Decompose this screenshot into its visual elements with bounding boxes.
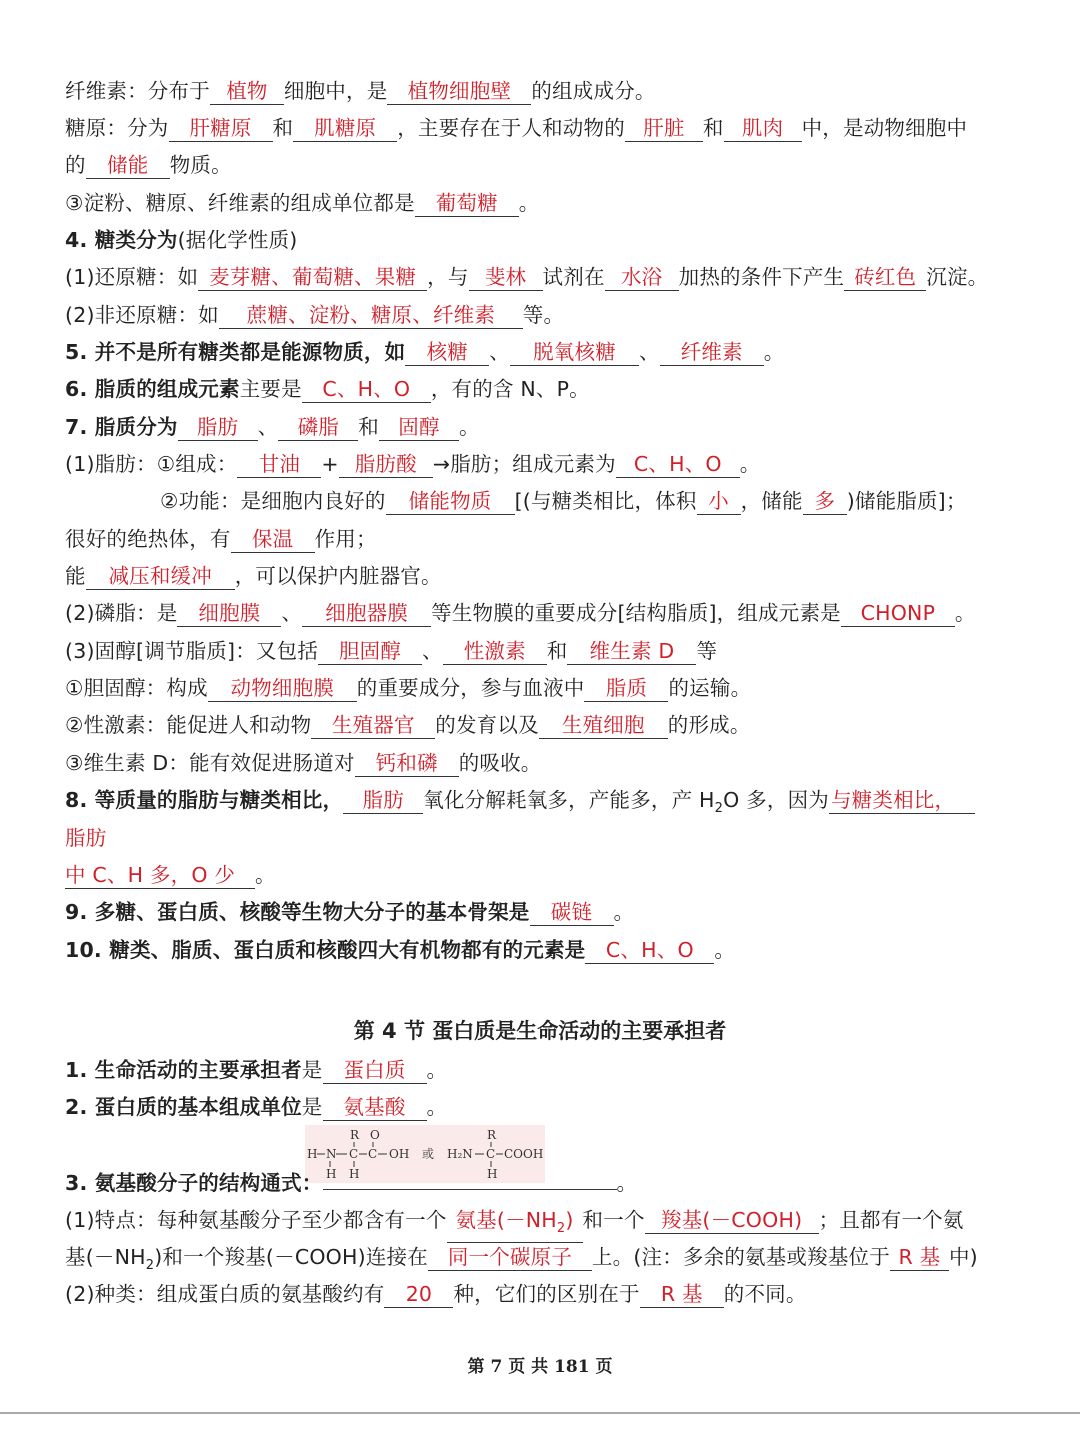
formula-r2: R xyxy=(487,1128,497,1142)
answer-blank: 多 xyxy=(803,488,847,515)
line-cholesterol: ①胆固醇：构成 动物细胞膜 的重要成分，参与血液中 脂质 的运输。 xyxy=(65,676,752,700)
answer-blank: 砖红色 xyxy=(844,264,926,291)
line-sex-hormone: ②性激素：能促进人和动物 生殖器官 的发育以及 生殖细胞 的形成。 xyxy=(65,713,751,737)
line-heading-8-end: 中 C、H 多，O 少 。 xyxy=(65,863,276,887)
answer-blank: R 基 xyxy=(890,1244,949,1271)
line-features-cont: 基$(-NH_2)$和一个羧基(－COOH)连接在 同一个碳原子 上。(注：多余的氨基或羧基位于 R 基 中) xyxy=(65,1245,978,1274)
answer-blank: 氨基$(-NH_2)$ xyxy=(447,1207,583,1243)
answer-blank: 斐林 xyxy=(469,264,543,291)
answer-blank: 生殖器官 xyxy=(311,712,435,739)
answer-blank: 蛋白质 xyxy=(323,1057,427,1084)
answer-blank: 脂肪 xyxy=(343,787,423,814)
answer-blank: 氨基酸 xyxy=(323,1094,427,1121)
answer-blank: 磷脂 xyxy=(278,414,358,441)
page-footer: 第 7 页 共 181 页 xyxy=(467,1357,613,1377)
line-heading-8: 8. 等质量的脂肪与糖类相比， 脂肪 氧化分解耗氧多，产能多，产 $H_2O$ 多，因为与糖类相比， xyxy=(65,785,975,824)
line-heading-8-cont xyxy=(65,823,106,853)
answer-blank: 甘油 xyxy=(237,451,321,478)
line-heading-7: 7. 脂质分为 脂肪 、 磷脂 和 固醇 。 xyxy=(65,415,480,439)
line-storage: 的 储能 物质。 xyxy=(65,153,232,177)
answer-text: 脂肪 xyxy=(65,826,107,850)
line-nonreducing-sugar: (2)非还原糖：如 蔗糖、淀粉、糖原、纤维素 等。 xyxy=(65,303,565,327)
answer-blank: 羧基(－COOH) xyxy=(645,1207,819,1234)
answer-blank: 与糖类相比， xyxy=(829,787,975,814)
formula-oh: OH xyxy=(389,1147,410,1161)
formula-h2: H xyxy=(326,1167,337,1181)
line-heading-10: 10. 糖类、脂质、蛋白质和核酸四大有机物都有的元素是 C、H、O 。 xyxy=(65,938,736,962)
answer-blank: 性激素 xyxy=(443,638,547,665)
line-heading-6: 6. 脂质的组成元素主要是 C、H、O ，有的含 N、P。 xyxy=(65,377,590,401)
answer-blank: 植物细胞壁 xyxy=(387,78,531,105)
answer-blank: 碳链 xyxy=(530,899,614,926)
answer-blank: 维生素 D xyxy=(567,638,696,665)
line-sterol: (3)固醇[调节脂质]：又包括 胆固醇 、 性激素 和 维生素 D 等 xyxy=(65,639,718,663)
answer-blank: 水浴 xyxy=(605,264,679,291)
answer-blank: 中 C、H 多，O 少 xyxy=(65,862,255,889)
answer-blank: 脂肪酸 xyxy=(339,451,433,478)
answer-blank: 生殖细胞 xyxy=(539,712,668,739)
answer-blank: 葡萄糖 xyxy=(415,190,519,217)
answer-blank: R 基 xyxy=(640,1281,724,1308)
line-types: (2)种类：组成蛋白质的氨基酸约有 20 种，它们的区别在于 R 基 的不同。 xyxy=(65,1282,807,1306)
formula-c: C xyxy=(349,1147,359,1161)
line-fat-composition: (1)脂肪：①组成： 甘油 + 脂肪酸 →脂肪；组成元素为 C、H、O 。 xyxy=(65,452,761,476)
answer-blank: 肝糖原 xyxy=(169,115,273,142)
answer-blank: 植物 xyxy=(210,78,284,105)
line-features: (1)特点：每种氨基酸分子至少都含有一个 氨基$(-NH_2)$ 和一个 羧基(－COOH) ；且都有一个氨 xyxy=(65,1205,964,1243)
formula-h3: H xyxy=(349,1167,360,1181)
answer-blank: 肌糖原 xyxy=(293,115,397,142)
answer-blank: 小 xyxy=(697,488,741,515)
answer-blank: 细胞膜 xyxy=(177,600,281,627)
answer-blank: C、H、O xyxy=(302,376,431,403)
answer-blank: 肝脏 xyxy=(625,115,703,142)
answer-blank: 动物细胞膜 xyxy=(208,675,357,702)
answer-blank: 钙和磷 xyxy=(355,750,459,777)
footer-divider xyxy=(0,1412,1080,1414)
answer-blank: 脂质 xyxy=(584,675,668,702)
formula-h4: H xyxy=(487,1167,498,1181)
answer-blank: CHONP xyxy=(841,600,955,627)
answer-blank: 肌肉 xyxy=(724,115,802,142)
answer-blank: 储能物质 xyxy=(386,488,515,515)
formula-n: N xyxy=(326,1147,337,1161)
line-heading-4: 4. 糖类分为(据化学性质) xyxy=(65,228,298,252)
answer-blank: C、H、O xyxy=(585,937,714,964)
answer-blank: 保温 xyxy=(231,526,315,553)
line-phospholipid: (2)磷脂：是 细胞膜 、 细胞器膜 等生物膜的重要成分[结构脂质]，组成元素是 CHONP 。 xyxy=(65,601,976,625)
line-insulation: 很好的绝热体，有 保温 作用； xyxy=(65,527,377,551)
answer-blank: 核糖 xyxy=(405,339,489,366)
answer-blank: 蔗糖、淀粉、糖原、纤维素 xyxy=(219,302,523,329)
answer-blank: 固醇 xyxy=(379,414,459,441)
formula-h2n: H₂N xyxy=(447,1147,473,1161)
formula-h: H xyxy=(307,1147,318,1161)
answer-blank: 脱氧核糖 xyxy=(510,339,639,366)
line-cellulose: 纤维素：分布于 植物 细胞中，是 植物细胞壁 的组成成分。 xyxy=(65,79,656,103)
formula-cooh: COOH xyxy=(504,1147,544,1161)
answer-blank-empty xyxy=(323,1189,617,1190)
answer-blank: 细胞器膜 xyxy=(302,600,431,627)
answer-blank: 20 xyxy=(384,1281,453,1308)
formula-c3: C xyxy=(486,1147,496,1161)
answer-blank: 储能 xyxy=(86,152,170,179)
formula-o: O xyxy=(370,1128,380,1142)
line-vitamin-d: ③维生素 D：能有效促进肠道对 钙和磷 的吸收。 xyxy=(65,751,542,775)
answer-blank: 纤维素 xyxy=(660,339,764,366)
line-protein-2: 2. 蛋白质的基本组成单位是 氨基酸 。 xyxy=(65,1095,448,1119)
line-heading-5: 5. 并不是所有糖类都是能源物质，如 核糖 、 脱氧核糖 、 纤维素 。 xyxy=(65,340,785,364)
section-title: 第 4 节 蛋白质是生命活动的主要承担者 xyxy=(353,1019,727,1043)
answer-blank: C、H、O xyxy=(616,451,740,478)
line-unit: ③淀粉、糖原、纤维素的组成单位都是 葡萄糖 。 xyxy=(65,191,540,215)
line-fat-function: ②功能：是细胞内良好的 储能物质 [(与糖类相比，体积 小 ，储能 多 )储能脂质]； xyxy=(160,489,967,513)
formula-r: R xyxy=(350,1128,360,1142)
formula-or: 或 xyxy=(422,1147,435,1161)
answer-blank: 减压和缓冲 xyxy=(86,563,235,590)
line-protein-3: 3. 氨基酸分子的结构通式： 。 xyxy=(65,1171,638,1195)
answer-blank: 麦芽糖、葡萄糖、果糖 xyxy=(198,264,427,291)
line-protein-1: 1. 生命活动的主要承担者是 蛋白质 。 xyxy=(65,1058,448,1082)
line-reducing-sugar: (1)还原糖：如 麦芽糖、葡萄糖、果糖 ，与 斐林 试剂在 水浴 加热的条件下产生 砖红色 沉淀。 xyxy=(65,265,989,289)
line-cushion: 能 减压和缓冲 ，可以保护内脏器官。 xyxy=(65,564,442,588)
line-glycogen: 糖原：分为 肝糖原 和 肌糖原 ，主要存在于人和动物的 肝脏 和 肌肉 中，是动物细胞中 xyxy=(65,116,968,140)
line-heading-9: 9. 多糖、蛋白质、核酸等生物大分子的基本骨架是 碳链 。 xyxy=(65,900,635,924)
answer-blank: 胆固醇 xyxy=(318,638,422,665)
answer-blank: 脂肪 xyxy=(178,414,258,441)
answer-blank: 同一个碳原子 xyxy=(428,1244,592,1271)
formula-c2: C xyxy=(368,1147,378,1161)
